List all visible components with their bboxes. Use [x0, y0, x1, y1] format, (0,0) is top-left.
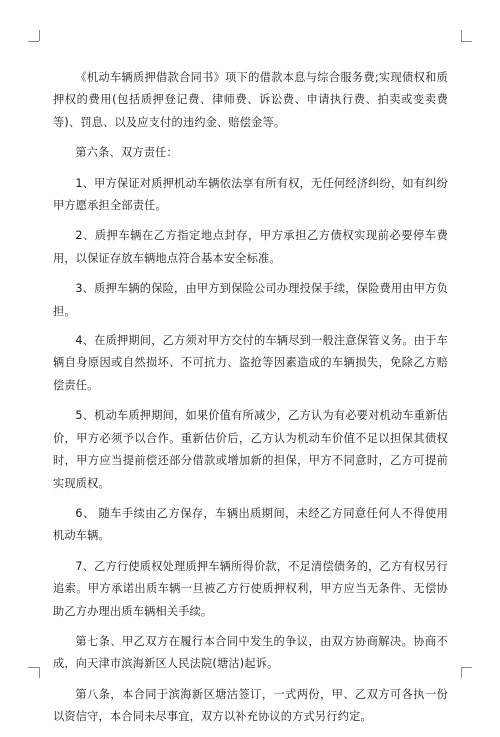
- paragraph-clause-1: 1、甲方保证对质押机动车辆依法享有所有权，无任何经济纠纷，如有纠纷甲方愿承担全部责任。: [53, 176, 448, 213]
- paragraph-collateral-scope: 《机动车辆质押借款合同书》项下的借款本息与综合服务费;实现债权和质押权的费用(包括质押登记费、律师费、诉讼费、申请执行费、拍卖或变卖费等)、罚息、以及应支付的违约金、赔偿金等。: [53, 71, 448, 129]
- crop-mark-top-left-v: [39, 30, 40, 41]
- paragraph-clause-6: 6、 随车手续由乙方保存，车辆出质期间，未经乙方同意任何人不得使用机动车辆。: [53, 506, 448, 543]
- paragraph-clause-2: 2、质押车辆在乙方指定地点封存，甲方承担乙方债权实现前必要停车费用，以保证存放车辆地点符合基本安全标准。: [53, 229, 448, 265]
- paragraph-article-7: 第七条、甲乙双方在履行本合同中发生的争议，由双方协商解决。协商不成，向天津市滨海新区人民法院(塘沽)起诉。: [53, 634, 448, 671]
- crop-mark-top-left-h: [28, 41, 39, 42]
- crop-mark-bottom-right-v: [461, 667, 462, 678]
- section-heading-article-6: 第六条、双方责任：: [75, 146, 178, 160]
- crop-mark-top-right-h: [461, 41, 472, 42]
- paragraph-article-8: 第八条，本合同于滨海新区塘沽签订，一式两份，甲、乙双方可各执一份以资信守，本合同未尽事宜，双方以补充协议的方式另行约定。: [53, 687, 448, 724]
- paragraph-clause-3: 3、质押车辆的保险，由甲方到保险公司办理投保手续，保险费用由甲方负担。: [53, 282, 448, 318]
- paragraph-clause-4: 4、在质押期间，乙方须对甲方交付的车辆尽到一般注意保管义务。由于车辆自身原因或自然损坏、不可抗力、盗抢等因素造成的车辆损失，免除乙方赔偿责任。: [53, 334, 448, 392]
- paragraph-clause-5: 5、机动车质押期间，如果价值有所减少，乙方认为有必要对机动车重新估价，甲方必须予以合作。重新估价后，乙方认为机动车价值不足以担保其债权时，甲方应当提前偿还部分借款或增加新的担保，甲方不同意时，乙方可提前实现质权。: [53, 409, 448, 490]
- crop-mark-top-right-v: [461, 30, 462, 41]
- crop-mark-bottom-left-h: [28, 667, 39, 668]
- crop-mark-bottom-left-v: [39, 667, 40, 678]
- paragraph-clause-7: 7、乙方行使质权处理质押车辆所得价款，不足清偿债务的，乙方有权另行追索。甲方承诺出质车辆一旦被乙方行使质押权利，甲方应当无条件、无偿协助乙方办理出质车辆相关手续。: [53, 559, 448, 618]
- crop-mark-bottom-right-h: [461, 667, 472, 668]
- document-body: [53, 67, 448, 737]
